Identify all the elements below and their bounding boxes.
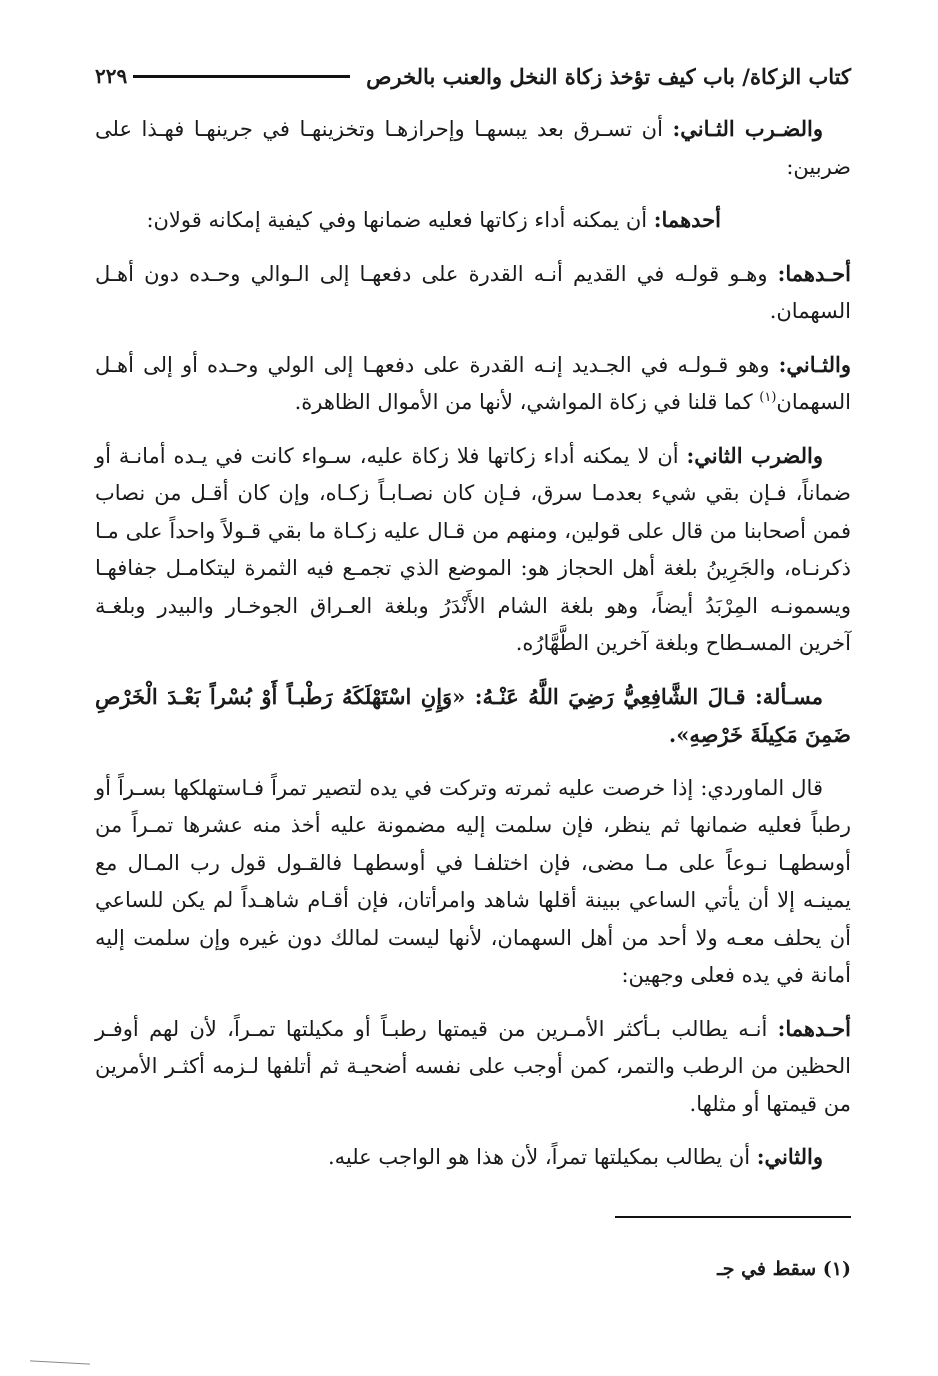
paragraph-lead: والضـرب الثـاني: <box>672 116 823 141</box>
paragraph-masala <box>95 678 851 755</box>
book-page <box>95 58 851 1348</box>
paragraph-first-option <box>95 201 851 240</box>
paragraph-lead: أحدهما: <box>653 207 721 232</box>
quoted-text: «وَإِنِ اسْتَهْلَكَهُ رَطْبـاً أَوْ بُسْراً بَعْـدَ الْخَرْصِ ضَمِنَ مَكِيلَةَ خَرْصِهِ». <box>95 683 851 747</box>
paragraph-text: وهو قـولـه في الجـديد إنـه القدرة على دفعهـا إلى الولي وحـده أو إلى أهـل السهمان <box>95 352 851 414</box>
paragraph-text: أن يطالب بمكيلتها تمراً، لأن هذا هو الواجب عليه. <box>327 1145 757 1169</box>
paragraph-lead: والضرب الثاني: <box>686 442 823 468</box>
paragraph-text: أن تسـرق بعد يبسهـا وإحرازهـا وتخزينهـا في جرينهـا فهـذا على ضربين: <box>95 117 851 179</box>
footnote-rule <box>615 1216 851 1218</box>
scan-mark <box>30 1360 90 1364</box>
paragraph-lead: مسـألة: قـالَ الشَّافِعِيُّ رَضِيَ اللَّهُ عَنْـهُ: <box>474 683 823 709</box>
page-header <box>95 58 851 94</box>
footnote-reference: (١) <box>759 390 777 405</box>
paragraph-first-view <box>95 1010 851 1124</box>
page-number: ٢٢٩ <box>95 64 128 88</box>
paragraph-mawardi <box>95 770 851 995</box>
running-title: كتاب الزكاة/ باب كيف تؤخذ زكاة النخل والعنب بالخرص <box>366 63 851 89</box>
paragraph-text: أنـه يطالب بـأكثر الأمـرين من قيمتها رطبـاً أو مكيلتها تمـراً، لأن لهم أوفـر الحظين من الرطب والتمر، كمن أوجب على نفسه أضحيـة ثم أتلفها لـزمه أكثـر الأمرين من قيمتها أو مثلها. <box>95 1016 851 1116</box>
footnote: (١) سقط في جـ <box>717 1258 851 1280</box>
page-body <box>95 110 851 1177</box>
paragraph-text: وهـو قولـه في القديم أنـه القدرة على دفعهـا إلى الـوالي وحـده دون أهـل السهمان. <box>95 261 851 323</box>
paragraph-second-type <box>95 110 851 186</box>
paragraph-lead: أحـدهما: <box>777 260 851 286</box>
paragraph-second-opinion <box>95 346 851 422</box>
paragraph-second-view <box>95 1138 851 1177</box>
paragraph-text: أن لا يمكنه أداء زكاتها فلا زكاة عليه، سـواء كانت في يـده أمانـة أو ضماناً، فـإن بقي شيء بعدمـا سرق، فـإن كان نصـابـاً زكـاه، وإن كان أقـل من نصاب فمن أصحابنا من قال على قولين، ومنهم من قـال عليه زكـاة ما بقي قـولاً واحداً على مـا ذكرنـاه، والجَرِينُ بلغة أهل الحجاز هو: الموضع الذي تجمـع فيه الثمرة ليتكامـل جفافهـا ويسمونـه المِرْبَدُ أيضاً، وهو بلغة الشام الأَنْدَرُ وبلغة العـراق الجوخـار والبيدر وبلغـة آخرين المسـطاح وبلغة آخرين الطَّهَّارُه. <box>95 443 851 655</box>
header-rule <box>133 75 350 78</box>
paragraph-text-continued: كما قلنا في زكاة المواشي، لأنها من الأموال الظاهرة. <box>294 390 760 414</box>
paragraph-second-case <box>95 437 851 663</box>
paragraph-lead: أحـدهما: <box>777 1015 851 1041</box>
paragraph-lead: والثاني: <box>756 1144 823 1169</box>
paragraph-lead: والثـاني: <box>778 351 851 377</box>
paragraph-text: قال الماوردي: إذا خرصت عليه ثمرته وتركت في يده لتصير تمراً فـاستهلكها بسـراً أو رطباً فعليه ضمانها ثم ينظر، فإن سلمت إليه مضمونة عليه أخذ منه عشرها تمـراً من أوسطهـا نـوعاً على مـا مضى، فإن اختلفـا في أوسطهـا فالقـول قول رب المـال مع يمينـه إلا أن يأتي الساعي ببينة أقلها شاهد وامرأتان، فإن أقـام شاهـداً لم يكن للساعي أن يحلف معـه ولا أحد من أهل السهمان، لأنها ليست لمالك دون غيره وإن سلمت إليه أمانة في يده فعلى وجهين: <box>95 775 851 987</box>
paragraph-first-opinion <box>95 255 851 331</box>
paragraph-text: أن يمكنه أداء زكاتها فعليه ضمانها وفي كيفية إمكانه قولان: <box>146 208 654 232</box>
